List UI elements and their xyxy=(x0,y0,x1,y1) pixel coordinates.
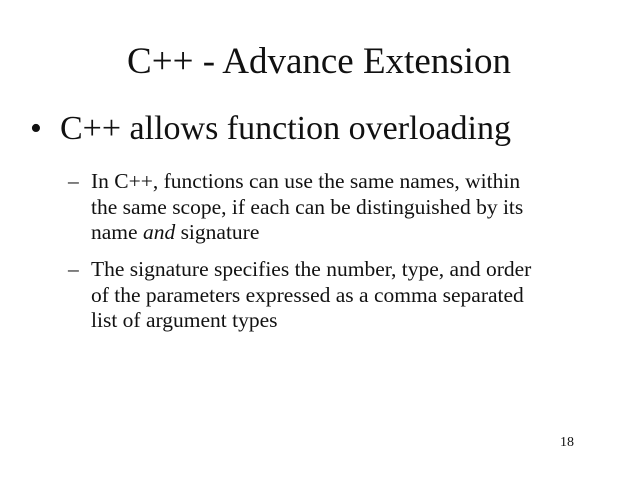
main-bullet-text: C++ allows function overloading xyxy=(60,110,511,147)
sub-bullet-line: of the parameters expressed as a comma separated xyxy=(91,282,524,307)
dash-marker: – xyxy=(68,169,79,193)
sub-bullet-line xyxy=(91,220,608,246)
sub-bullet-line: The signature specifies the number, type, and order xyxy=(91,257,532,281)
sub-bullet-line: list of argument types xyxy=(91,308,278,332)
main-bullet xyxy=(30,108,511,150)
page-number: 18 xyxy=(560,435,574,450)
emphasis-text: and xyxy=(142,220,176,244)
dash-marker: – xyxy=(68,257,79,281)
sub-bullet-overloading-rule xyxy=(68,169,608,246)
sub-bullet-line: In C++, functions can use the same names, within xyxy=(91,169,521,193)
slide-title: C++ - Advance Extension xyxy=(127,41,511,82)
sub-bullet-text: name xyxy=(91,220,143,244)
sub-bullet-signature-definition xyxy=(68,257,608,334)
bullet-marker: • xyxy=(30,110,42,147)
sub-bullet-text: signature xyxy=(175,220,260,244)
sub-bullet-line: the same scope, if each can be distinguished by its xyxy=(91,194,524,219)
